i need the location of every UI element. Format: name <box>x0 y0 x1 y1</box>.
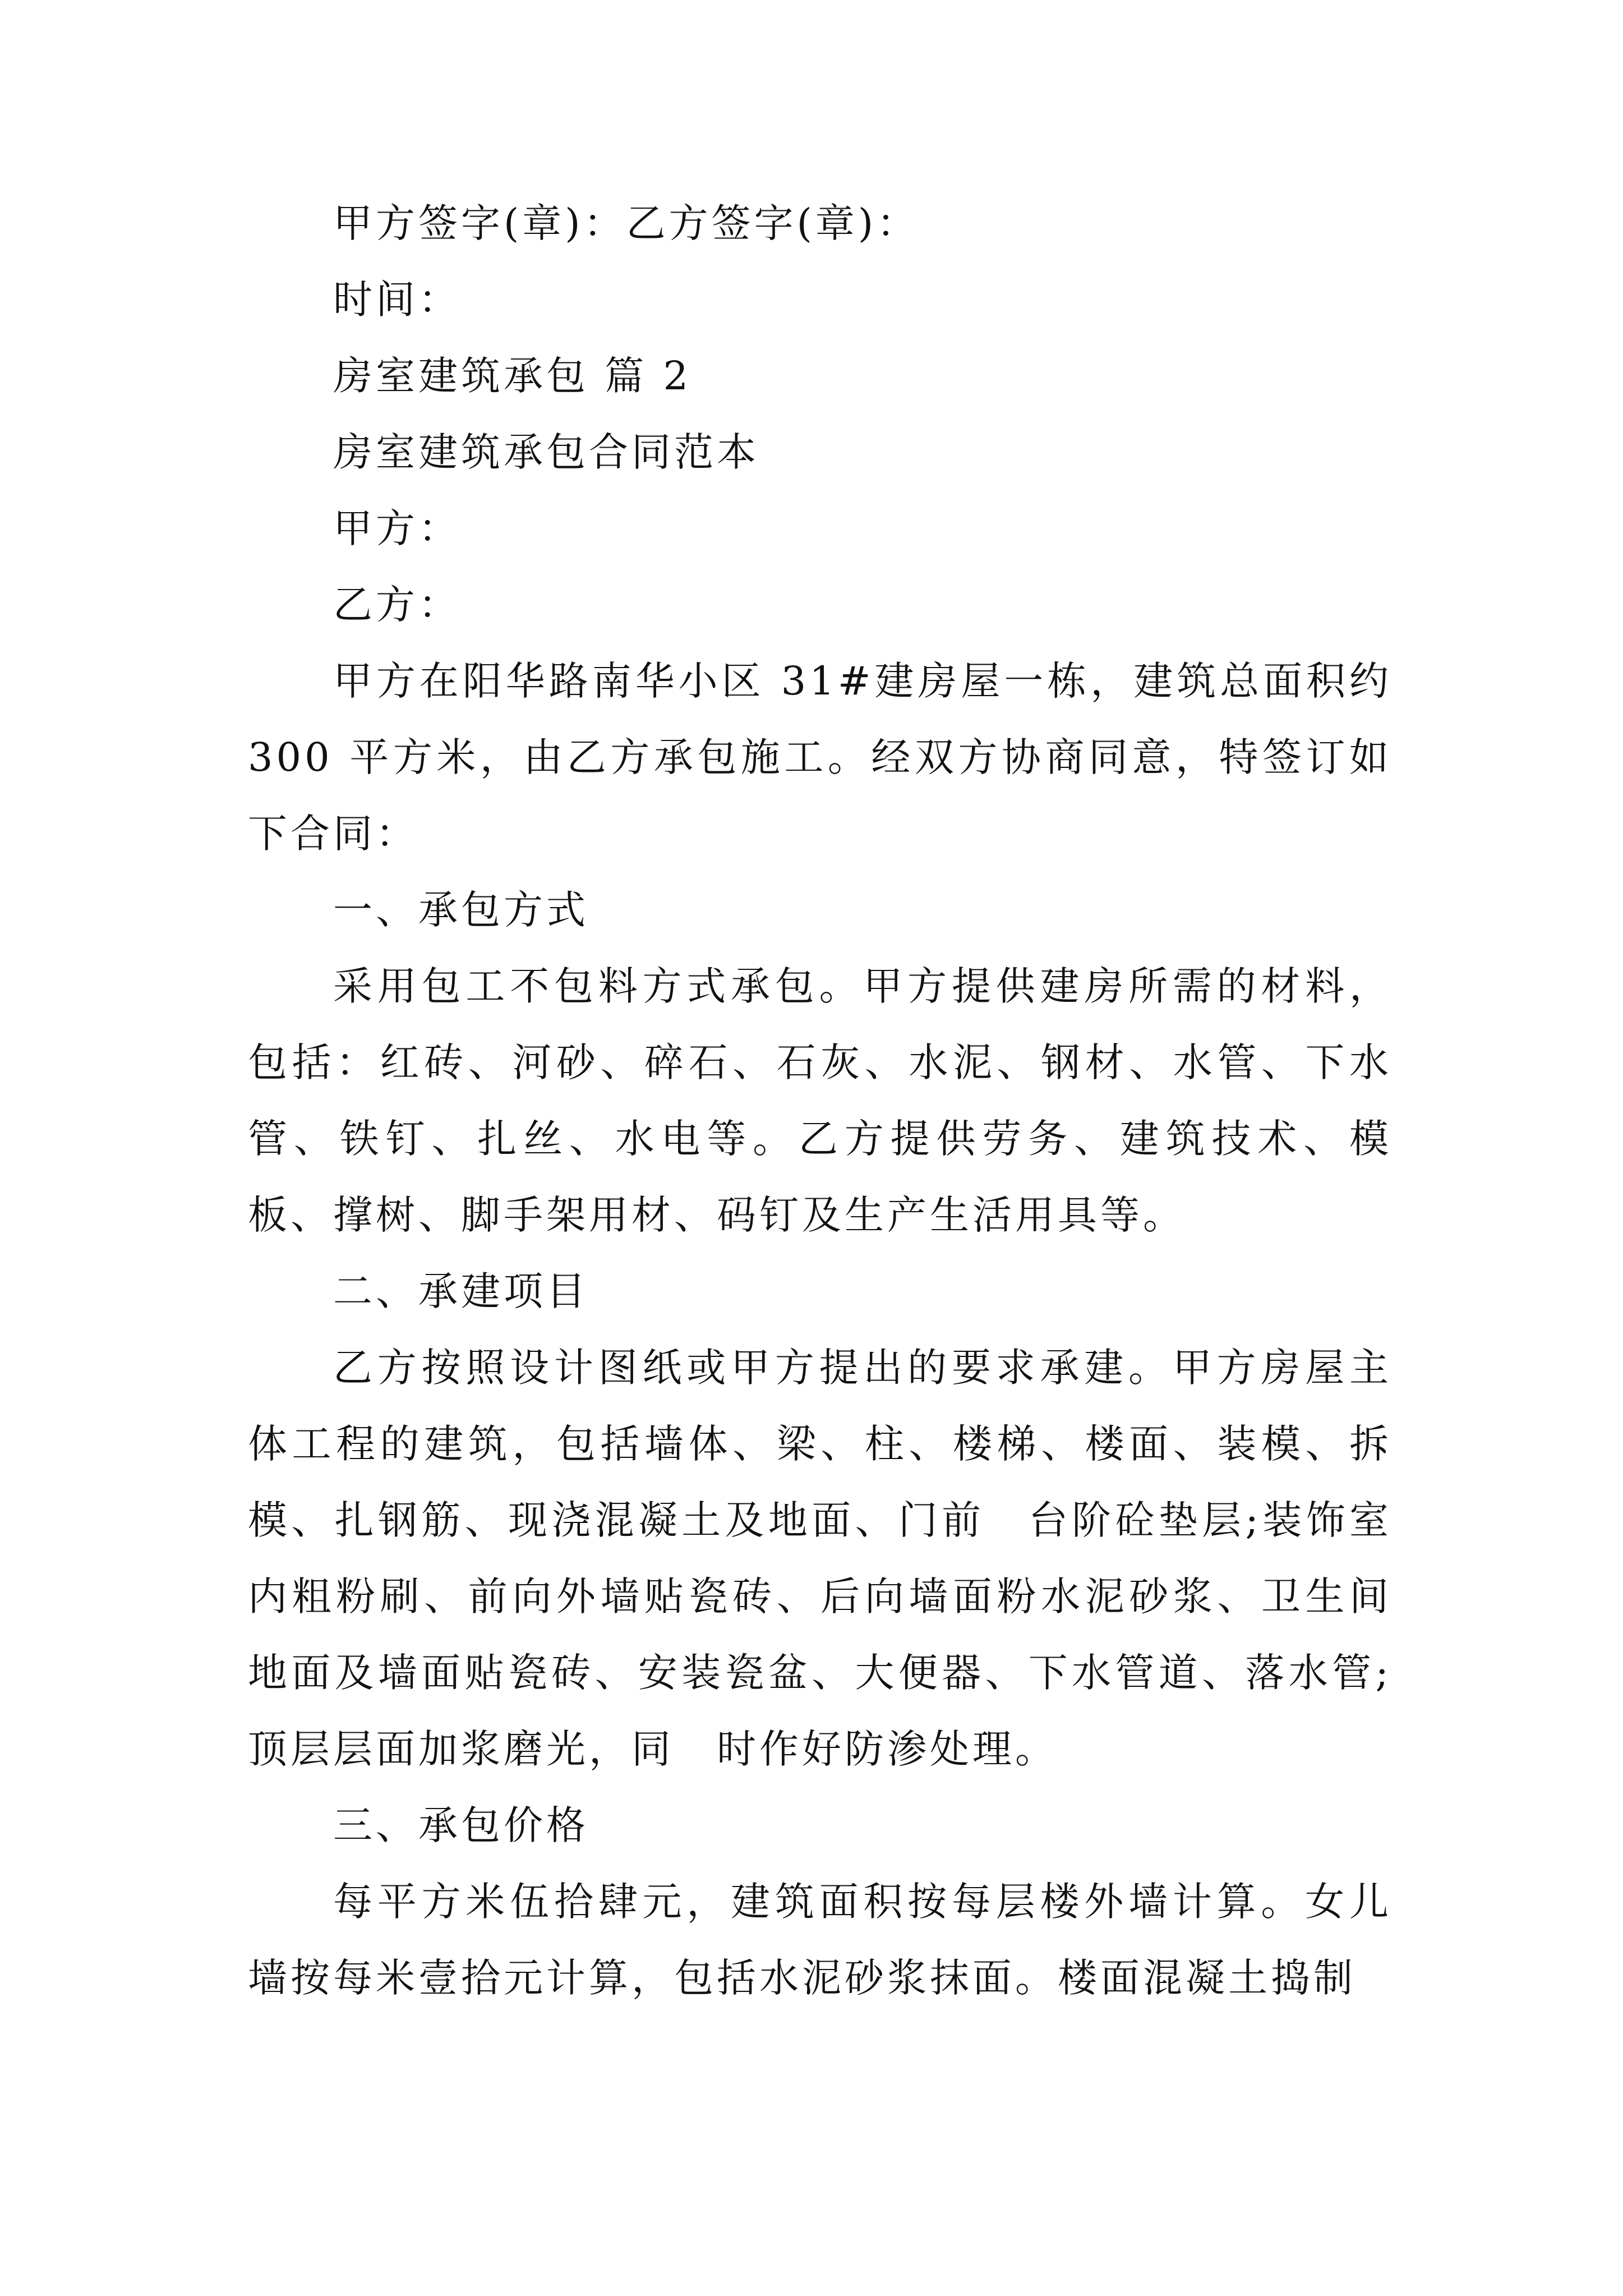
clause-2-body: 乙方按照设计图纸或甲方提出的要求承建。甲方房屋主体工程的建筑，包括墙体、梁、柱、楼梯、楼面、装模、拆模、扎钢筋、现浇混凝土及地面、门前 台阶砼垫层;装饰室内粗粉刷、前向外墙贴瓷砖、后向墙面粉水泥砂浆、卫生间地面及墙面贴瓷砖、安装瓷盆、大便器、下水管道、落水管;顶层层面加浆磨光，同 时作好防渗处理。 <box>248 1345 1392 1772</box>
party-a-label: 甲方： <box>333 505 461 551</box>
clause-3-body: 每平方米伍拾肆元，建筑面积按每层楼外墙计算。女儿墙按每米壹拾元计算，包括水泥砂浆抹面。楼面混凝土捣制 <box>248 1879 1392 2001</box>
document-body <box>248 185 1392 2016</box>
intro-paragraph: 甲方在阳华路南华小区 31#建房屋一栋，建筑总面积约 300 平方米，由乙方承包施工。经双方协商同意，特签订如下合同： <box>248 658 1392 857</box>
clause-2-title: 二、承建项目 <box>333 1268 589 1314</box>
clause-3-title: 三、承包价格 <box>333 1802 589 1848</box>
time-label: 时间： <box>333 277 461 323</box>
clause-1-title: 一、承包方式 <box>333 887 589 933</box>
contract-title: 房室建筑承包合同范本 <box>333 429 759 475</box>
party-b-label: 乙方： <box>333 582 461 628</box>
section-heading: 房室建筑承包 篇 2 <box>333 353 692 399</box>
clause-1-body: 采用包工不包料方式承包。甲方提供建房所需的材料，包括：红砖、河砂、碎石、石灰、水泥、钢材、水管、下水管、铁钉、扎丝、水电等。乙方提供劳务、建筑技术、模板、撑树、脚手架用材、码钉及生产生活用具等。 <box>248 963 1392 1238</box>
signature-line: 甲方签字(章)：乙方签字(章)： <box>333 200 920 246</box>
